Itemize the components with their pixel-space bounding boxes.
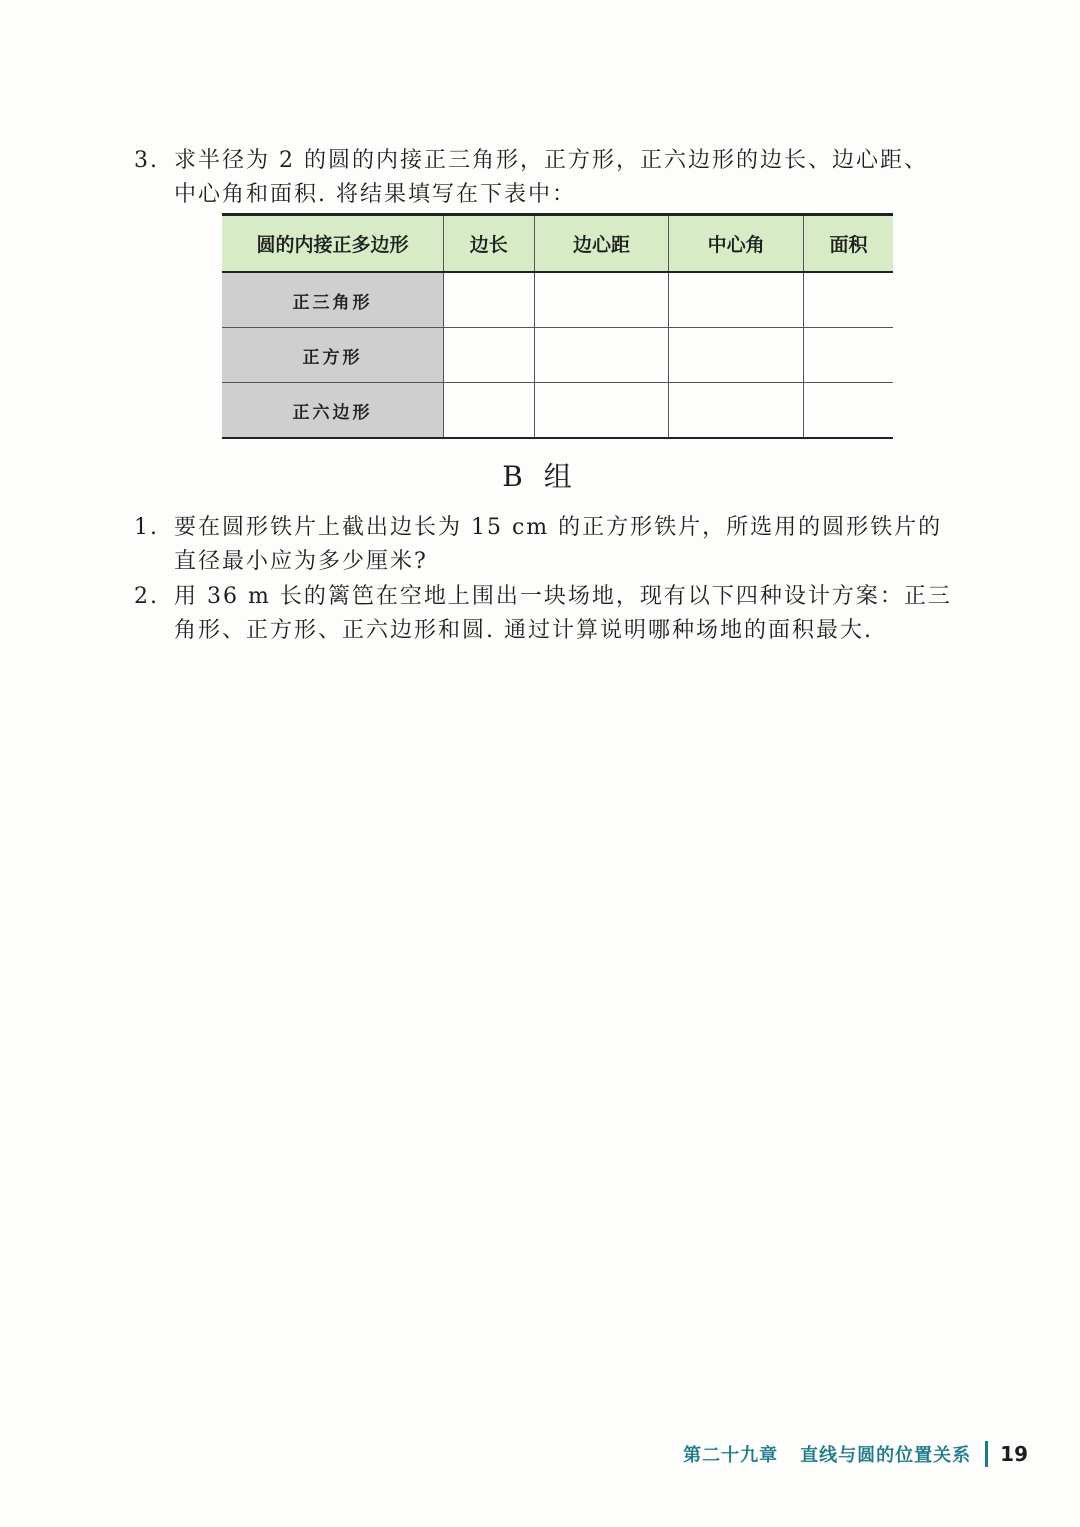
empty-answer-cell (534, 383, 669, 439)
group-b-title: B 组 (502, 460, 578, 493)
column-header: 边心距 (534, 215, 669, 273)
empty-answer-cell (534, 272, 669, 328)
empty-answer-cell (534, 328, 669, 383)
problem-3 (134, 144, 994, 212)
row-label: 正三角形 (222, 272, 444, 328)
table-row (222, 272, 893, 328)
empty-answer-cell (444, 383, 535, 439)
group-b-problem-1 (134, 511, 994, 579)
footer-divider (985, 1441, 988, 1467)
column-header: 圆的内接正多边形 (222, 215, 444, 273)
problem-number: 2. (134, 584, 159, 609)
row-label: 正方形 (222, 328, 444, 383)
problem-text-line: 求半径为 2 的圆的内接正三角形，正方形，正六边形的边长、边心距、 (174, 148, 928, 173)
group-b-problem-2 (134, 580, 994, 648)
problem-text-line: 角形、正方形、正六边形和圆. 通过计算说明哪种场地的面积最大. (174, 618, 873, 643)
page-number: 19 (1000, 1442, 1028, 1466)
empty-answer-cell (669, 272, 804, 328)
answer-table (222, 213, 893, 439)
empty-answer-cell (804, 383, 893, 439)
table-row (222, 328, 893, 383)
column-header: 中心角 (669, 215, 804, 273)
empty-answer-cell (444, 272, 535, 328)
problem-text-line: 用 36 m 长的篱笆在空地上围出一块场地，现有以下四种设计方案：正三 (174, 584, 952, 609)
empty-answer-cell (669, 328, 804, 383)
table-header-row (222, 215, 893, 273)
column-header: 边长 (444, 215, 535, 273)
table-row (222, 383, 893, 439)
row-label: 正六边形 (222, 383, 444, 439)
problem-text-line: 中心角和面积. 将结果填写在下表中： (174, 182, 576, 207)
problem-number: 1. (134, 515, 159, 540)
problem-text-line: 直径最小应为多少厘米? (174, 549, 428, 574)
empty-answer-cell (804, 272, 893, 328)
problem-number: 3. (134, 148, 159, 173)
page-footer (683, 1441, 1028, 1467)
column-header: 面积 (804, 215, 893, 273)
empty-answer-cell (444, 328, 535, 383)
chapter-label: 第二十九章 (683, 1445, 779, 1466)
chapter-title: 直线与圆的位置关系 (800, 1445, 972, 1466)
empty-answer-cell (804, 328, 893, 383)
problem-text-line: 要在圆形铁片上截出边长为 15 cm 的正方形铁片，所选用的圆形铁片的 (174, 515, 943, 540)
empty-answer-cell (669, 383, 804, 439)
